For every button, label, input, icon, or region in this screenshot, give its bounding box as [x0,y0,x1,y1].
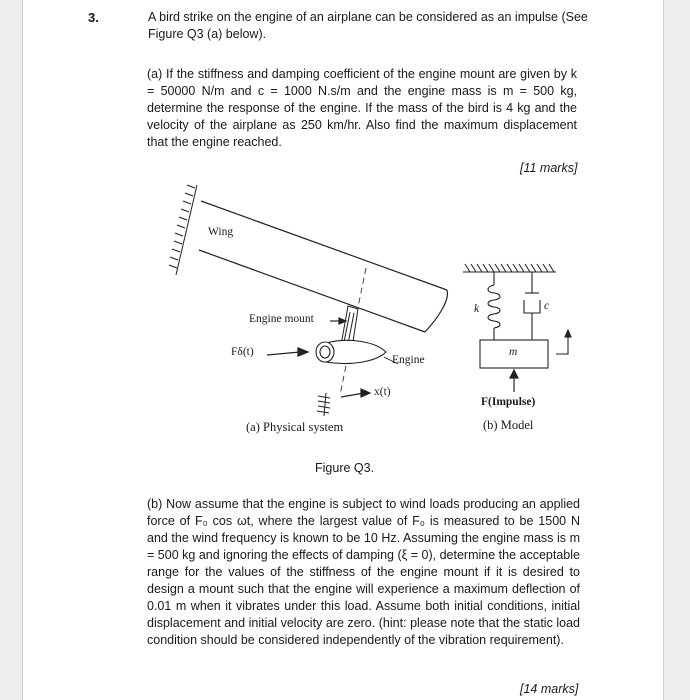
engine-body [316,340,386,363]
engine-mount-label: Engine mount [249,313,314,325]
part-b-text: (b) Now assume that the engine is subject to wind loads producing an applied force of F₀ cos ωt, where the largest value of F₀ is measured to be 1500 N and the wind frequency is known to be 10 Hz. Assuming the engine mass is m = 500 kg and ignoring the effects of damping (ξ = 0), determine the acceptable range for the values of the stiffness of the engine mount if it is desired to design a mount such that the engine will experience a maximum deflection of 0.01 m when it vibrates under this load. Assume both initial conditions, initial displacement and initial velocity are zero. (hint: please note that the static load condition should be considered independently of the vibration requirement). [147,497,580,647]
displacement-label: x(t) [374,386,391,398]
model-damper [524,272,540,340]
force-arrow [267,348,308,356]
engine-label: Engine [392,354,425,366]
impulse-label: F(Impulse) [481,396,536,408]
figure-title: Figure Q3. [315,461,375,475]
force-label: Fδ(t) [231,346,254,358]
spring-label: k [474,303,480,315]
part-b-marks: [14 marks] [520,682,579,696]
question-intro: A bird strike on the engine of an airplane can be considered as an impulse (See Figure Q3 (a) below). [148,10,588,41]
wing-hatching [169,185,197,275]
impulse-arrow [510,370,518,392]
model-ceiling [463,264,556,272]
displacement-arrow [341,389,370,397]
model-x-arrow [556,330,571,354]
wing-label: Wing [208,226,234,238]
engine-mount-arrow [330,318,346,324]
model-spring [488,272,500,340]
question-number: 3. [88,10,99,25]
part-a-text: (a) If the stiffness and damping coefficient of the engine mount are given by k = 50000 N/m and c = 1000 N.s/m and the engine mass is m = 500 kg, determine the response of the engine. If the mass of the bird is 4 kg and the velocity of the airplane as 250 km/hr. Also find the maximum displacement that the engine reached. [147,67,577,149]
ground-hatching [317,393,330,416]
part-a-marks: [11 marks] [520,161,578,175]
caption-b: (b) Model [483,418,534,432]
wing [199,201,447,332]
caption-a: (a) Physical system [246,420,344,434]
mass-label: m [509,346,518,358]
damper-label: c [544,300,550,312]
